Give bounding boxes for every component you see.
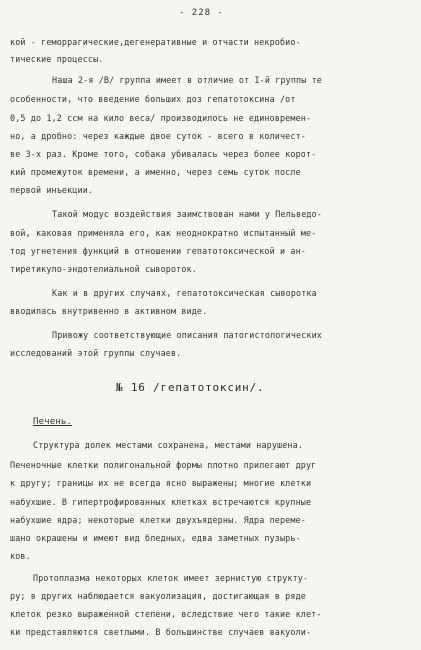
- text-line: особенности, что введение больших доз гепатотоксина /от: [10, 94, 296, 104]
- text-line: исследований этой группы случаев.: [10, 348, 182, 358]
- text-line: вой, каковая применяла его, как неоднократно испытанный ме-: [10, 228, 317, 238]
- text-line: 0,5 до 1,2 ссм на кило веса/ производилось не единовремен-: [10, 113, 312, 123]
- text-line: кий промежуток времени, а именно, через семь суток после: [10, 167, 301, 177]
- section-label: Печень.: [33, 417, 72, 427]
- text-line: но, а дробно: через каждые двое суток - всего в количест-: [10, 131, 306, 141]
- text-line: набухшие ядра; некоторые клетки двухъядерны. Ядра переме-: [10, 515, 306, 525]
- case-heading: № 16 /гепатотоксин/.: [116, 381, 265, 394]
- text-line: ков.: [10, 551, 31, 561]
- text-line: шано окрашены и имеют вид бледных, едва заметных пузырь-: [10, 533, 301, 543]
- text-line: тод угнетения функций в отношении гепатотоксической и ан-: [10, 246, 306, 256]
- text-line: Структура долек местами сохранена, местами нарушена.: [33, 440, 303, 450]
- text-line: ки представляются светлыми. В большинстве случаев вакуоли-: [10, 627, 312, 637]
- text-line: к другу; границы их не всегда ясно выражены; многие клетки: [10, 478, 312, 488]
- page-number: - 228 -: [179, 8, 224, 18]
- text-line: тические процессы.: [10, 54, 104, 64]
- text-line: Как и в других случаях, гепатотоксическая сыворотка: [52, 288, 317, 298]
- text-line: тиретикуло-эндотелиальной сывороток.: [10, 264, 197, 274]
- text-line: Наша 2-я /В/ группа имеет в отличие от I-й группы те: [52, 75, 322, 85]
- text-line: кой - геморрагические,дегенеративные и отчасти некробио-: [10, 37, 301, 47]
- text-line: Такой модус воздействия заимствован нами у Пельведо-: [52, 209, 322, 219]
- text-line: ве 3-х раз. Кроме того, собака убивалась через более корот-: [10, 149, 317, 159]
- text-line: клеток резко выраженной степени, вследствие чего такие клет-: [10, 609, 322, 619]
- text-line: ру; в других наблюдается вакуолизация, достигающая в ряде: [10, 591, 306, 601]
- text-line: набухшие. В гипертрофированных клетках встречаются крупные: [10, 497, 312, 507]
- text-line: Печеночные клетки полигональной формы плотно прилегают друг: [10, 460, 317, 470]
- text-line: Привожу соответствующие описания патогистологических: [52, 330, 322, 340]
- text-line: Протоплазма некоторых клеток имеет зернистую структу-: [33, 573, 309, 583]
- text-line: первой инъекции.: [10, 185, 94, 195]
- text-line: вводилась внутривенно в активном виде.: [10, 306, 208, 316]
